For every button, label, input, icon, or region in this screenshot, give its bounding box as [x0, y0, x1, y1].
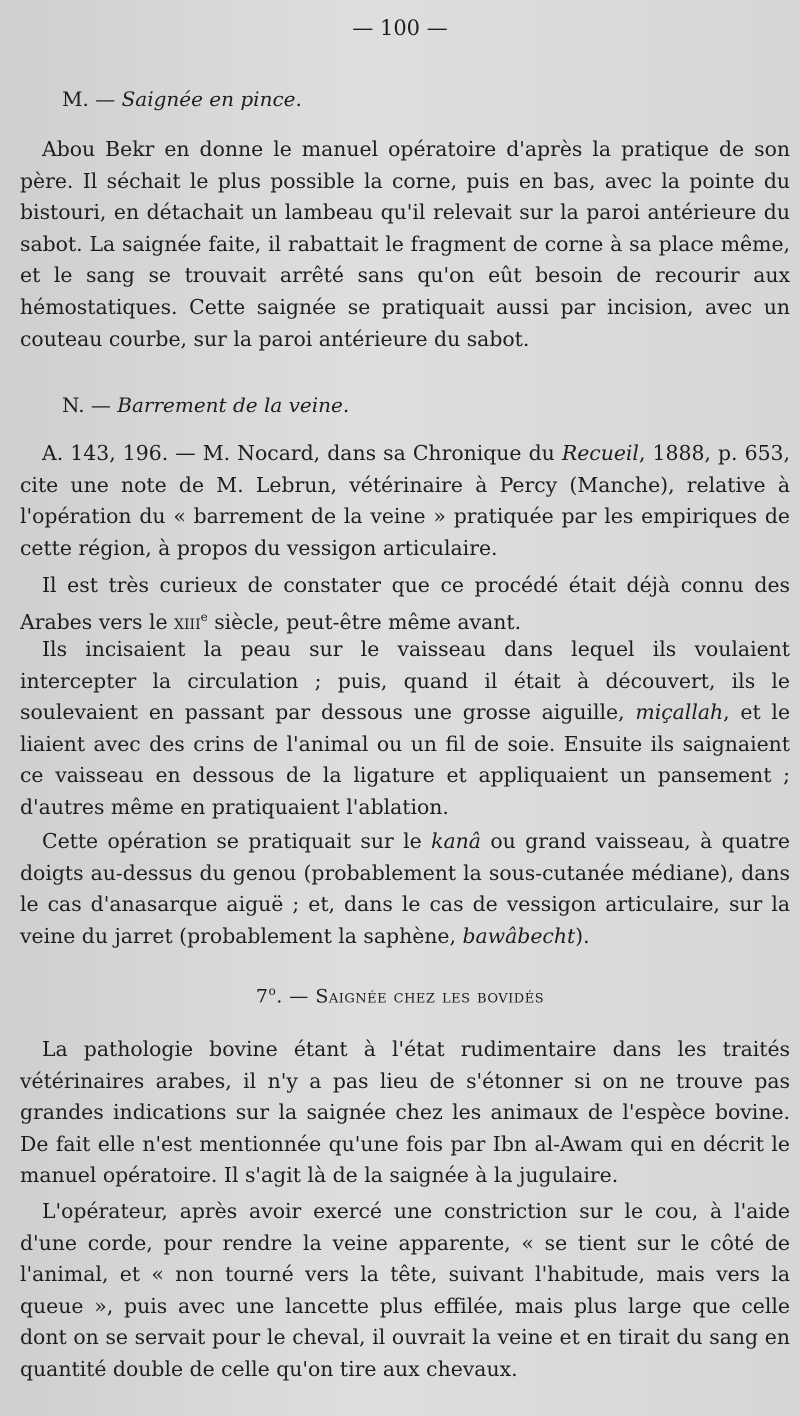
section-n-label: N. — [62, 393, 111, 417]
para-n1-text-a: A. 143, 196. — M. Nocard, dans sa Chronique du [42, 441, 562, 465]
para-n2-century: xiii [174, 609, 201, 634]
para-n2-text-b: siècle, peut-être même avant. [207, 609, 522, 634]
paragraph-pathologie-bovine: La pathologie bovine étant à l'état rudimentaire dans les traités vétérinaires arabes, il n'y a pas lieu de s'étonner si on ne trouve pas grandes indications sur la saignée chez les animaux de l'espèce bovine. De fait elle n'est mentionnée qu'une fois par Ibn al-Awam qui en décrit le manuel opératoire. Il s'agit là de la saignée à la jugulaire. [20, 1037, 790, 1188]
section-7-dash: . — [276, 985, 309, 1008]
para-n2-text-a: Il est très curieux de constater que ce procédé était déjà connu des Arabes vers le [20, 573, 790, 634]
para-n1-recueil: Recueil [561, 441, 639, 465]
section-7-sup: o [268, 984, 277, 998]
para-n4-kana: kanâ [431, 829, 481, 853]
para-n3-text-b: , et le liaient avec des crins de l'animal ou un fil de soie. Ensuite ils saignaient ce vaisseau en dessous de la ligature et appliquaient un pansement ; d'autres même en pratiquaient l'ablation. [20, 700, 791, 819]
para-n1-text-b: , 1888, p. 653, cite une note de M. Lebrun, vétérinaire à Percy (Manche), relative à l'opération du « barrement de la veine » pratiquée par les empiriques de cette région, à propos du vessigon articulaire. [20, 441, 790, 560]
section-heading-7 [0, 984, 800, 1007]
paragraph-incision [20, 634, 790, 824]
section-m-title: Saignée en pince. [121, 87, 302, 111]
section-7-number: 7 [255, 985, 269, 1008]
para-n4-text-a: Cette opération se pratiquait sur le [42, 829, 432, 853]
para-n4-text-b: ou grand vaisseau, à quatre doigts au-dessus du genou (probablement la sous-cutanée médiane), dans le cas d'anasarque aiguë ; et, dans le cas de vessigon articulaire, sur la veine du jarret (probablement la saphène, [20, 829, 790, 948]
para-n4-text-c: ). [575, 923, 590, 948]
section-n-title: Barrement de la veine. [117, 393, 350, 417]
paragraph-kana [20, 826, 790, 952]
para-n3-text-a: Ils incisaient la peau sur le vaisseau dans lequel ils voulaient intercepter la circulation ; puis, quand il était à découvert, ils le soulevaient en passant par dessous une grosse aiguille, [20, 637, 790, 725]
paragraph-operateur: L'opérateur, après avoir exercé une constriction sur le cou, à l'aide d'une corde, pour rendre la veine apparente, « se tient sur le côté de l'animal, et « non tourné vers la tête, suivant l'habitude, mais vers la queue », puis avec une lancette plus effilée, mais plus large que celle dont on se servait pour le cheval, il ouvrait la veine et en tirait du sang en quantité double de celle qu'on tire aux chevaux. [20, 1199, 790, 1381]
page-number: — 100 — [352, 16, 448, 40]
paragraph-arabes [20, 570, 790, 638]
section-m-label: M. — [62, 87, 116, 111]
paragraph-saignee-en-pince: Abou Bekr en donne le manuel opératoire d'après la pratique de son père. Il séchait le plus possible la corne, puis en bas, avec la pointe du bistouri, en détachait un lambeau qu'il relevait sur la paroi antérieure du sabot. La saignée faite, il rabattait le fragment de corne à sa place même, et le sang se trouvait arrêté sans qu'on eût besoin de recourir aux hémostatiques. Cette saignée se pratiquait aussi par incision, avec un couteau courbe, sur la paroi antérieure du sabot. [20, 137, 790, 351]
paragraph-nocard-citation [20, 438, 790, 564]
para-n2-sup: e [200, 609, 208, 624]
section-heading-m [62, 84, 302, 114]
para-n3-micallah: miçallah [635, 700, 724, 725]
section-7-title: Saignée chez les bovidés [315, 985, 545, 1008]
section-heading-n [62, 390, 349, 420]
para-n4-bawabecht: bawâbecht [462, 923, 576, 948]
